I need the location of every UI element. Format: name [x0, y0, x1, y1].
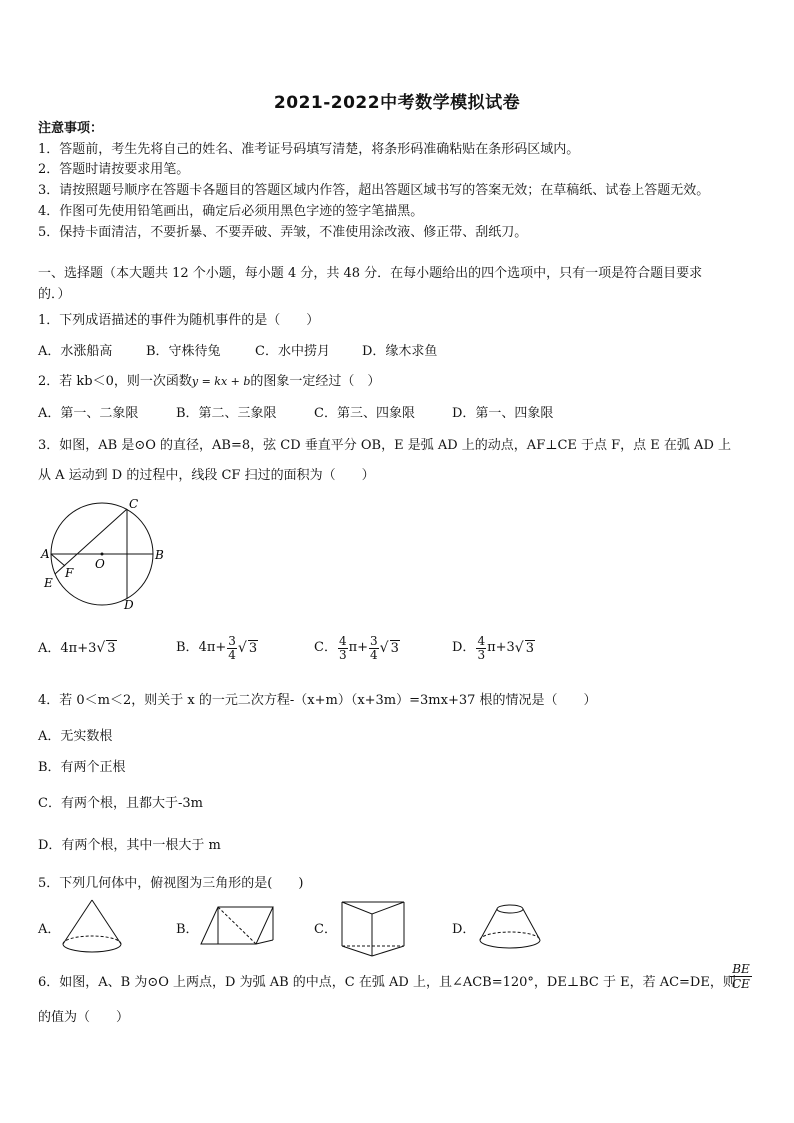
label-o: O	[95, 557, 105, 571]
notice-heading: 注意事项：	[38, 121, 104, 136]
page-title: 2021-2022中考数学模拟试卷	[273, 93, 521, 113]
q2-option-b: B．第二、三象限	[176, 406, 277, 421]
q6-stem: 6．如图，A、B 为⊙O 上两点，D 为弧 AB 的中点，C 在弧 AD 上，且∠ACB=120°，DE⊥BC 于 E，若 AC=DE，则	[38, 975, 736, 990]
q4-option-b: B．有两个正根	[38, 760, 126, 775]
segment-af	[51, 554, 65, 566]
section-heading: 一、选择题（本大题共 12 个小题，每小题 4 分，共 48 分．在每小题给出的四个选项中，只有一项是符合题目要求	[38, 266, 703, 281]
q5-stem: 5．下列几何体中，俯视图为三角形的是( )	[38, 876, 304, 891]
q4-stem: 4．若 0＜m＜2，则关于 x 的一元二次方程-（x+m）（x+3m）=3mx+37 根的情况是（ ）	[38, 693, 597, 708]
q1-stem: 1．下列成语描述的事件为随机事件的是（ ）	[38, 313, 320, 328]
q1-option-d: D．缘木求鱼	[362, 344, 438, 359]
label-c: C	[129, 497, 139, 511]
q6-fraction: BE CE	[732, 962, 750, 991]
notice-item: 3．请按照题号顺序在答题卡各题目的答题区域内作答，超出答题区域书写的答案无效；在草稿纸、试卷上答题无效。	[38, 183, 710, 198]
label-d: D	[124, 598, 134, 612]
q2-stem	[38, 374, 380, 390]
section-heading-cont: 的．）	[38, 287, 71, 302]
notice-item: 2．答题时请按要求用笔。	[38, 162, 190, 177]
q5-option-d: D．	[452, 922, 476, 937]
q5-option-c: C．	[314, 922, 337, 937]
notice-item: 1．答题前，考生先将自己的姓名、准考证号码填写清楚，将条形码准确粘贴在条形码区域内。	[38, 142, 580, 157]
triangular-prism-icon	[338, 896, 408, 958]
q1-option-b: B．守株待兔	[146, 344, 221, 359]
frustum-icon	[476, 902, 544, 952]
q2-option-d: D．第一、四象限	[452, 406, 554, 421]
q3-option-d: D． $\frac{4}{3}$ π+3 √ 3	[452, 633, 534, 662]
q1-option-c: C．水中捞月	[255, 344, 330, 359]
q3-option-a: A．4π+3√ 3	[38, 640, 116, 656]
label-b: B	[155, 548, 164, 562]
center-point	[101, 553, 104, 556]
q2-option-c: C．第三、四象限	[314, 406, 415, 421]
q3-stem-line2: 从 A 运动到 D 的过程中，线段 CF 扫过的面积为（ ）	[38, 468, 375, 483]
q3-option-b: B． 4π+ $\frac{3}{4}$ √ 3	[176, 633, 258, 662]
notice-item: 5．保持卡面清洁，不要折暴、不要弄破、弄皱，不准使用涂改液、修正带、刮纸刀。	[38, 225, 528, 240]
q1-option-a: A．水涨船高	[38, 344, 113, 359]
q2-option-a: A．第一、二象限	[38, 406, 139, 421]
notice-item: 4．作图可先使用铅笔画出，确定后必须用黑色字迹的签字笔描黑。	[38, 204, 424, 219]
q3-option-c: C． $\frac{4}{3}$ π+ $\frac{3}{4}$ √ 3	[314, 633, 399, 662]
q2-formula: y = kx + b	[191, 375, 251, 388]
q4-option-c: C．有两个根，且都大于-3m	[38, 796, 203, 811]
q3-stem-line1: 3．如图，AB 是⊙O 的直径，AB=8，弦 CD 垂直平分 OB，E 是弧 AD 上的动点，AF⊥CE 于点 F，点 E 在弧 AD 上	[38, 438, 731, 453]
label-e: E	[44, 576, 53, 590]
q3-circle-figure	[38, 495, 173, 615]
q4-option-d: D．有两个根，其中一根大于 m	[38, 838, 221, 853]
prism-icon	[198, 904, 278, 950]
q5-option-a: A．	[38, 922, 61, 937]
q5-option-b: B．	[176, 922, 199, 937]
cone-icon	[60, 898, 126, 956]
label-f: F	[65, 566, 74, 580]
q4-option-a: A．无实数根	[38, 729, 113, 744]
q6-stem-line2: 的值为（ ）	[38, 1010, 130, 1025]
q2-stem-pre: 2．若 kb＜0，则一次函数	[38, 374, 192, 389]
label-a: A	[41, 547, 50, 561]
q2-stem-post: 的图象一定经过（ ）	[250, 374, 381, 389]
